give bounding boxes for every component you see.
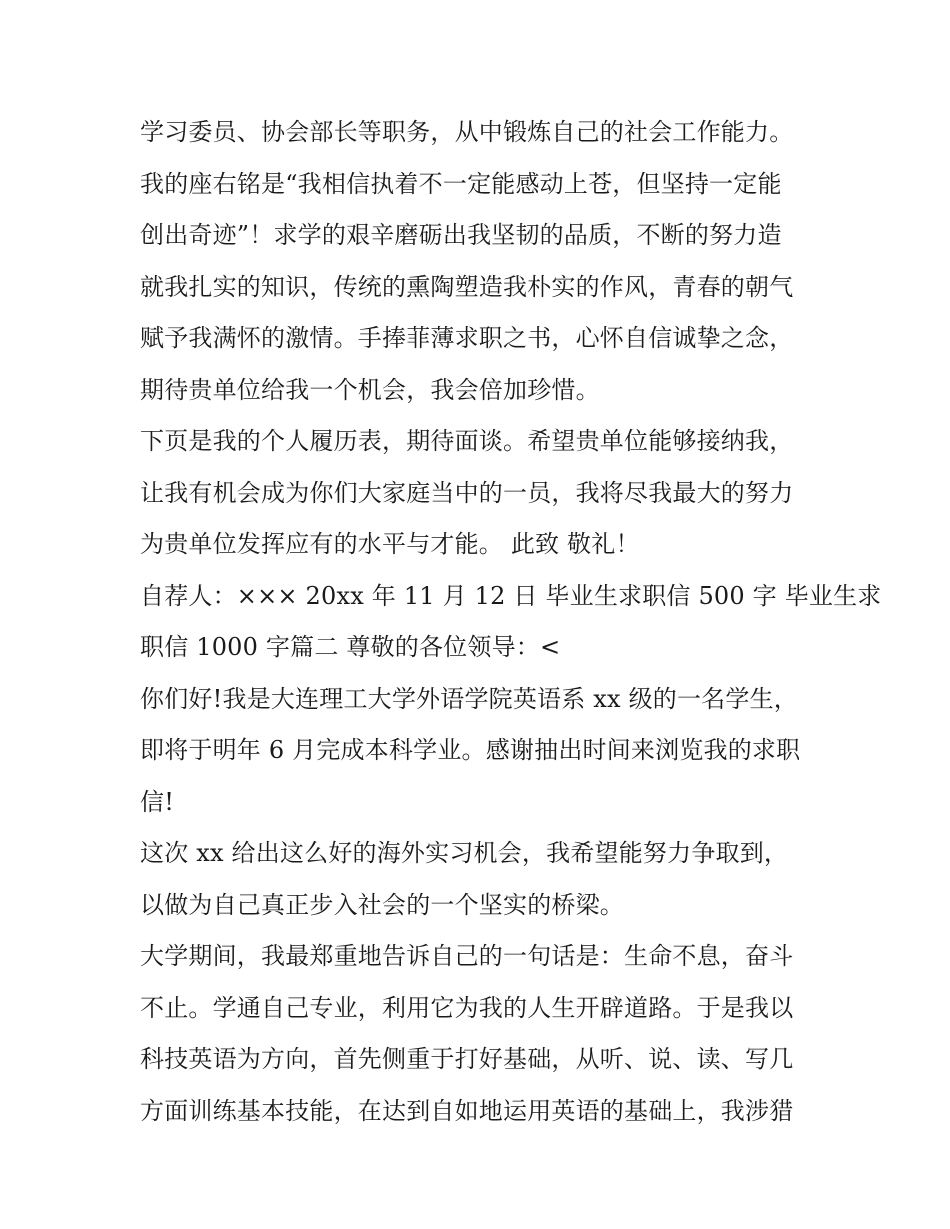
text-line: 以做为自己真正步入社会的一个坚实的桥梁。 xyxy=(140,890,624,919)
text-line: 即将于明年 6 月完成本科学业。感谢抽出时间来浏览我的求职 xyxy=(140,736,801,764)
text-line: 让我有机会成为你们大家庭当中的一员，我将尽我最大的努力 xyxy=(140,478,794,507)
text-line: 你们好!我是大连理工大学外语学院英语系 xx 级的一名学生， xyxy=(140,684,798,713)
text-line: 为贵单位发挥应有的水平与才能。 此致 敬礼！ xyxy=(140,530,640,558)
text-line: 就我扎实的知识，传统的熏陶塑造我朴实的作风，青春的朝气 xyxy=(140,272,794,301)
text-line: 信! xyxy=(140,787,175,816)
text-line: 下页是我的个人履历表，期待面谈。希望贵单位能够接纳我， xyxy=(140,427,794,455)
text-line: 大学期间，我最郑重地告诉自己的一句话是：生命不息，奋斗 xyxy=(140,942,794,970)
text-line: 自荐人：××× 20xx 年 11 月 12 日 毕业生求职信 500 字 毕业生求 xyxy=(140,581,882,610)
text-line: 创出奇迹”！求学的艰辛磨砺出我坚韧的品质，不断的努力造 xyxy=(140,221,782,249)
document-body xyxy=(140,107,882,1137)
text-line: 这次 xx 给出这么好的海外实习机会，我希望能努力争取到， xyxy=(140,839,789,867)
text-line: 赋予我满怀的激情。手捧菲薄求职之书，心怀自信诚挚之念， xyxy=(140,324,794,352)
text-line: 职信 1000 字篇二 尊敬的各位领导：< xyxy=(140,633,561,661)
text-line: 科技英语为方向，首先侧重于打好基础，从听、说、读、写几 xyxy=(140,1045,794,1073)
text-line: 不止。学通自己专业，利用它为我的人生开辟道路。于是我以 xyxy=(140,993,794,1022)
text-line: 学习委员、协会部长等职务，从中锻炼自己的社会工作能力。 xyxy=(140,118,794,146)
text-line: 方面训练基本技能，在达到自如地运用英语的基础上，我涉猎 xyxy=(140,1096,794,1125)
text-line: 期待贵单位给我一个机会，我会倍加珍惜。 xyxy=(140,375,600,404)
text-line: 我的座右铭是“我相信执着不一定能感动上苍，但坚持一定能 xyxy=(140,169,782,198)
